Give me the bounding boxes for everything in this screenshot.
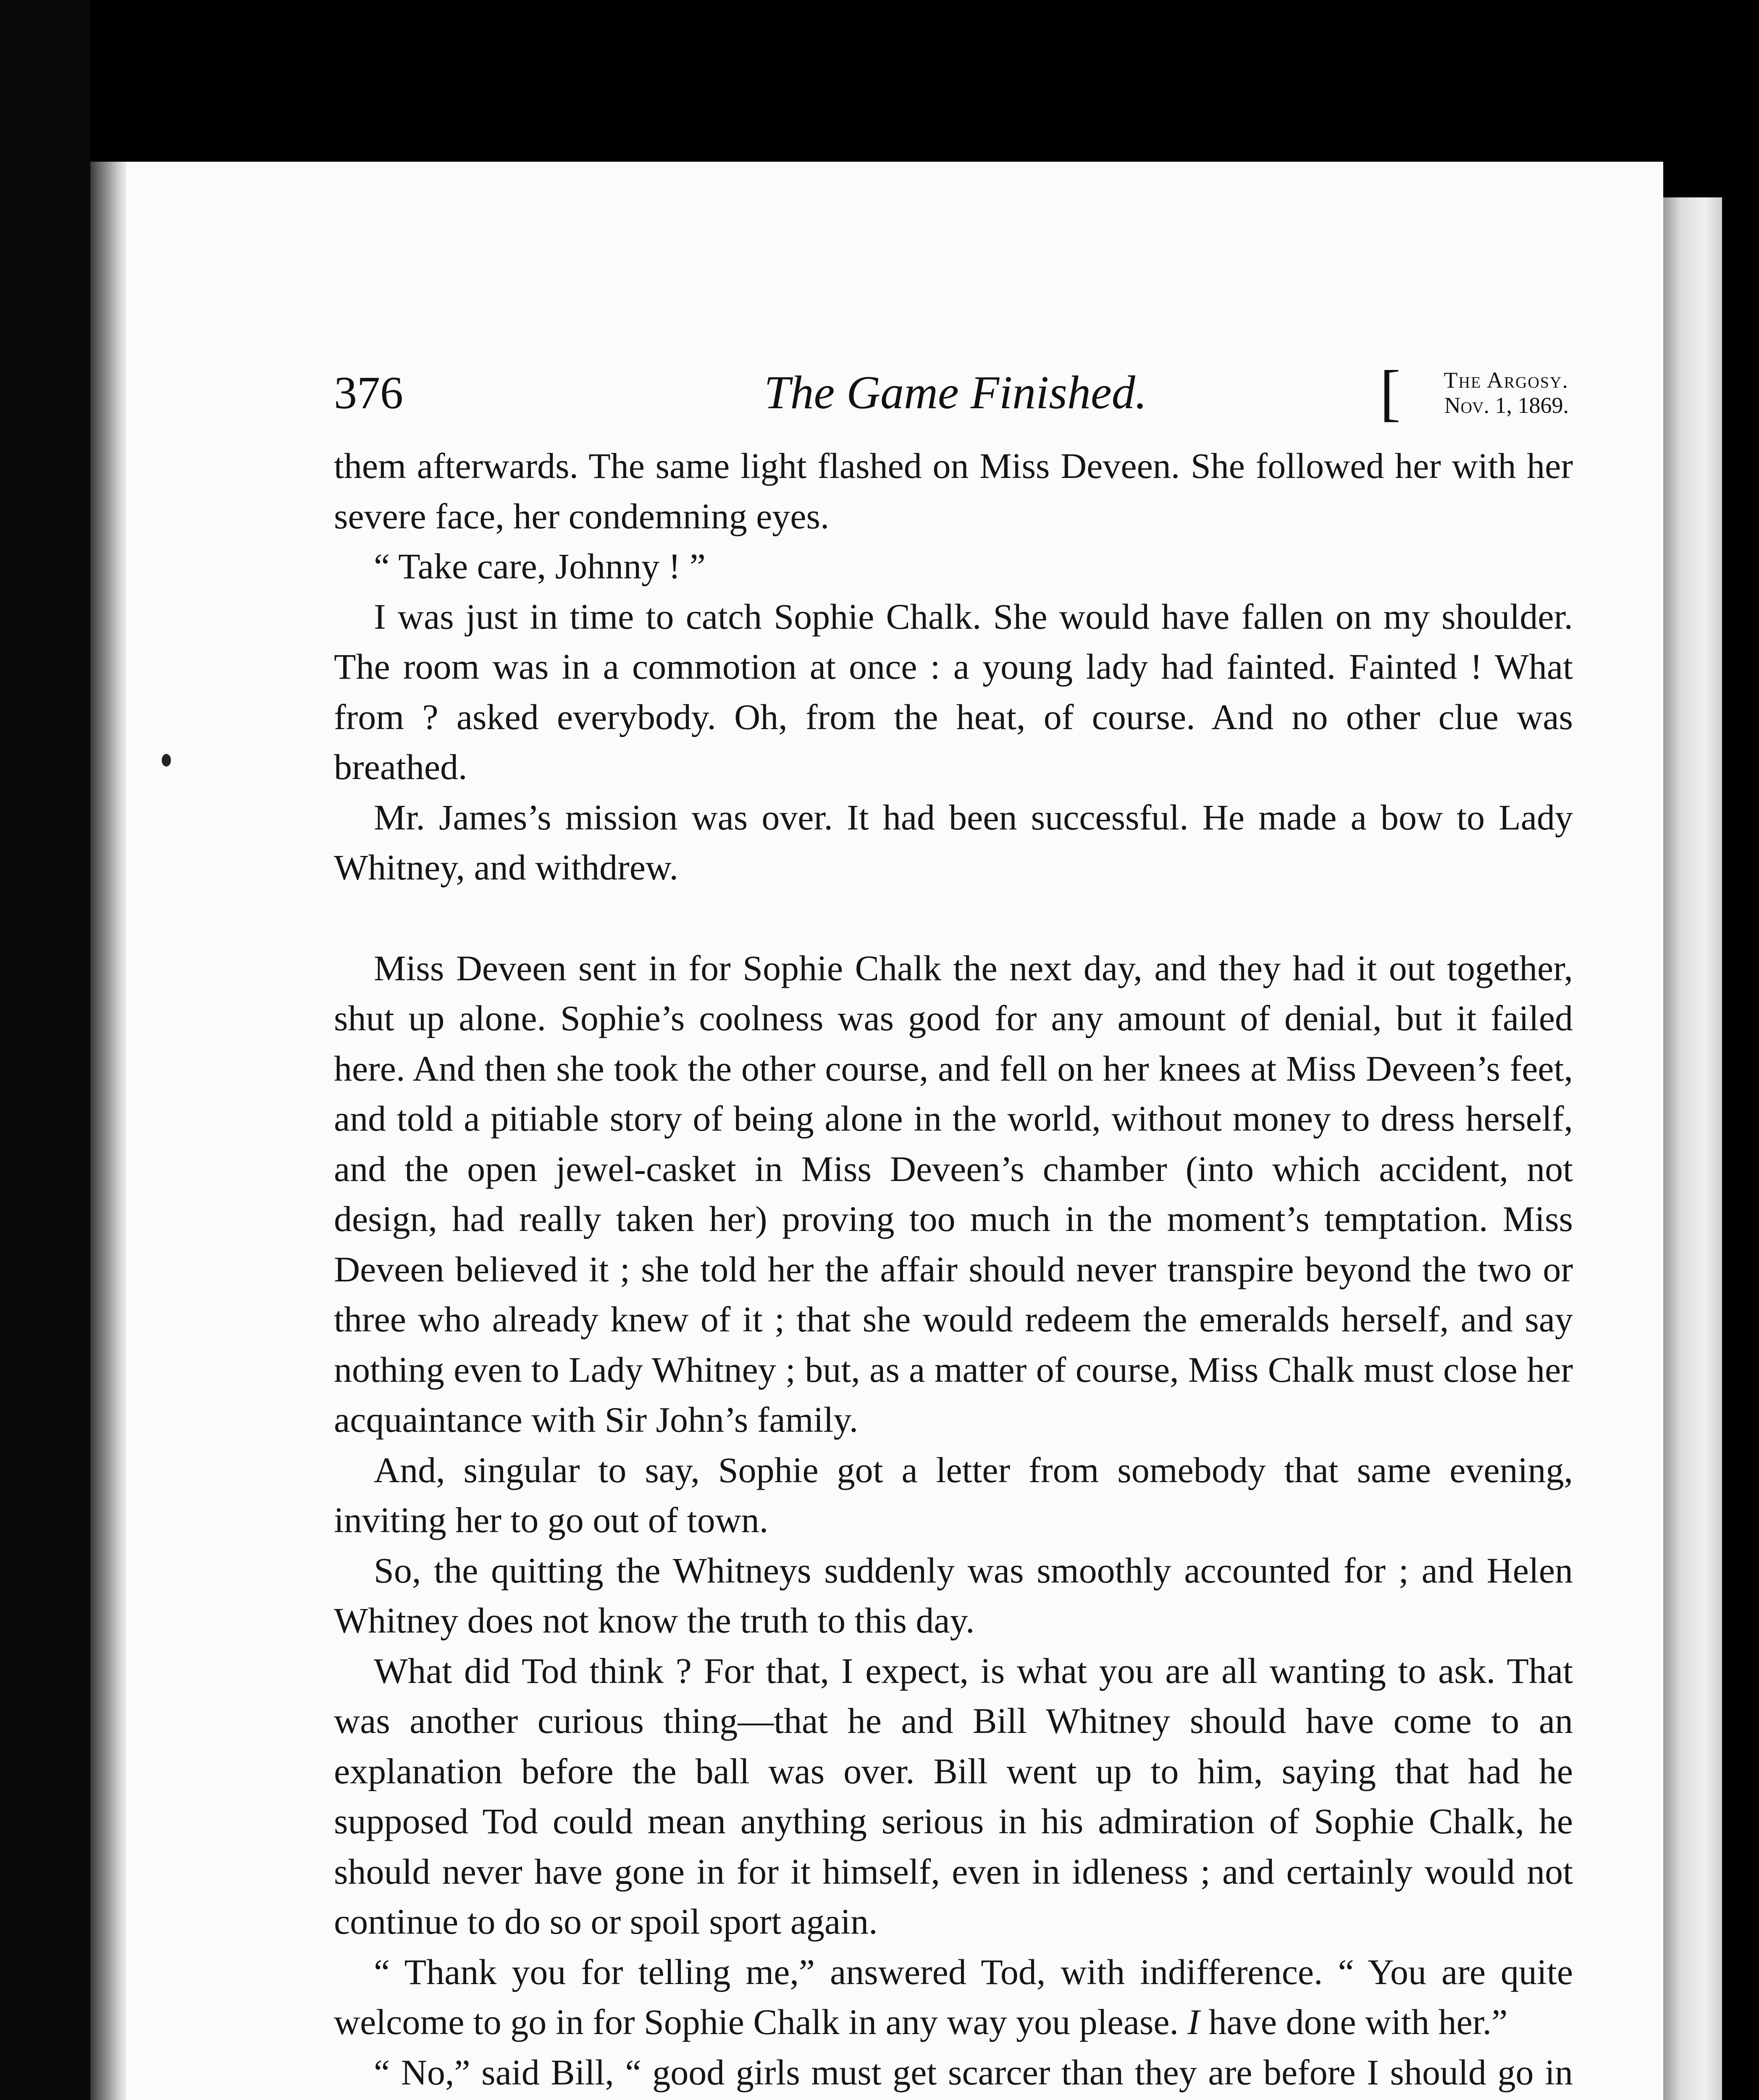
journal-date: Nov. 1, 1869. xyxy=(1444,393,1569,418)
page-edge-shadow xyxy=(90,162,128,2100)
paragraph-text: have done with her.” xyxy=(1200,2002,1508,2042)
paragraph: And, singular to say, Sophie got a letter from somebody that same evening, inviting her to go out of town. xyxy=(334,1449,1573,1540)
paragraph: Mr. James’s mission was over. It had been successful. He made a bow to Lady Whitney, and withdrew. xyxy=(334,797,1573,887)
paragraph: I was just in time to catch Sophie Chalk. She would have fallen on my shoulder. The room was in a commotion at once : a young lady had fainted. Fainted ! What from ? asked everybody. Oh, from the heat, of course. And no other clue was breathed. xyxy=(334,596,1573,787)
scan-border-right xyxy=(1722,0,1759,2100)
scan-border-top xyxy=(0,0,1759,162)
paragraph: “ No,” said Bill, “ good girls must get scarcer than they are before I should go in xyxy=(374,2052,1573,2092)
page-number: 376 xyxy=(334,367,403,418)
paragraph: So, the quitting the Whitneys suddenly was smoothly accounted for ; and Helen Whitney does not know the truth to this day. xyxy=(334,1550,1573,1641)
paragraph: Miss Deveen sent in for Sophie Chalk the next day, and they had it out together, shut up alone. Sophie’s coolness was good for any amount of denial, but it failed here. And then she took the other course, and fell on her knees at Miss Deveen’s feet, and told a pitiable story of being alone in the world, without money to dress herself, and the open jewel-casket in Miss Deveen’s chamber (into which accident, not design, had really taken her) proving too much in the moment’s temptation. Miss Deveen believed it ; she told her the affair should never transpire beyond the two or three who already knew of it ; that she would redeem the emeralds herself, and say nothing even to Lady Whitney ; but, as a matter of course, Miss Chalk must close her acquaintance with Sir John’s family. xyxy=(334,948,1573,1440)
running-title: The Game Finished. xyxy=(764,367,1147,419)
journal-reference xyxy=(1380,358,1577,428)
paragraph xyxy=(334,1947,1573,2048)
body-text xyxy=(334,441,1573,2100)
paragraph: them afterwards. The same light flashed on Miss Deveen. She followed her with her severe face, her condemning eyes. xyxy=(334,446,1573,536)
paragraph: “ Take care, Johnny ! ” xyxy=(374,546,706,586)
paragraph-emphasis: I xyxy=(1187,2002,1200,2042)
page-header xyxy=(334,358,1577,428)
paragraph: What did Tod think ? For that, I expect, is what you are all wanting to ask. That was another curious thing—that he and Bill Whitney should have come to an explanation before the ball was over. Bill went up to him, saying that had he supposed Tod could mean anything serious in his admiration of Sophie Chalk, he should never have gone in for it himself, even in idleness ; and certainly would not continue to do so or spoil sport again. xyxy=(334,1650,1573,1942)
next-page-edge xyxy=(1663,197,1722,2100)
journal-bracket: [ xyxy=(1380,358,1401,428)
binding-gutter xyxy=(0,0,90,2100)
paragraph-text: “ Thank you for telling me,” answered Tod, with indifference. “ You are quite welcome to go in for Sophie Chalk in any way you please. xyxy=(334,1951,1573,2042)
journal-name: The Argosy. xyxy=(1444,368,1569,393)
margin-ink-mark xyxy=(162,754,171,766)
